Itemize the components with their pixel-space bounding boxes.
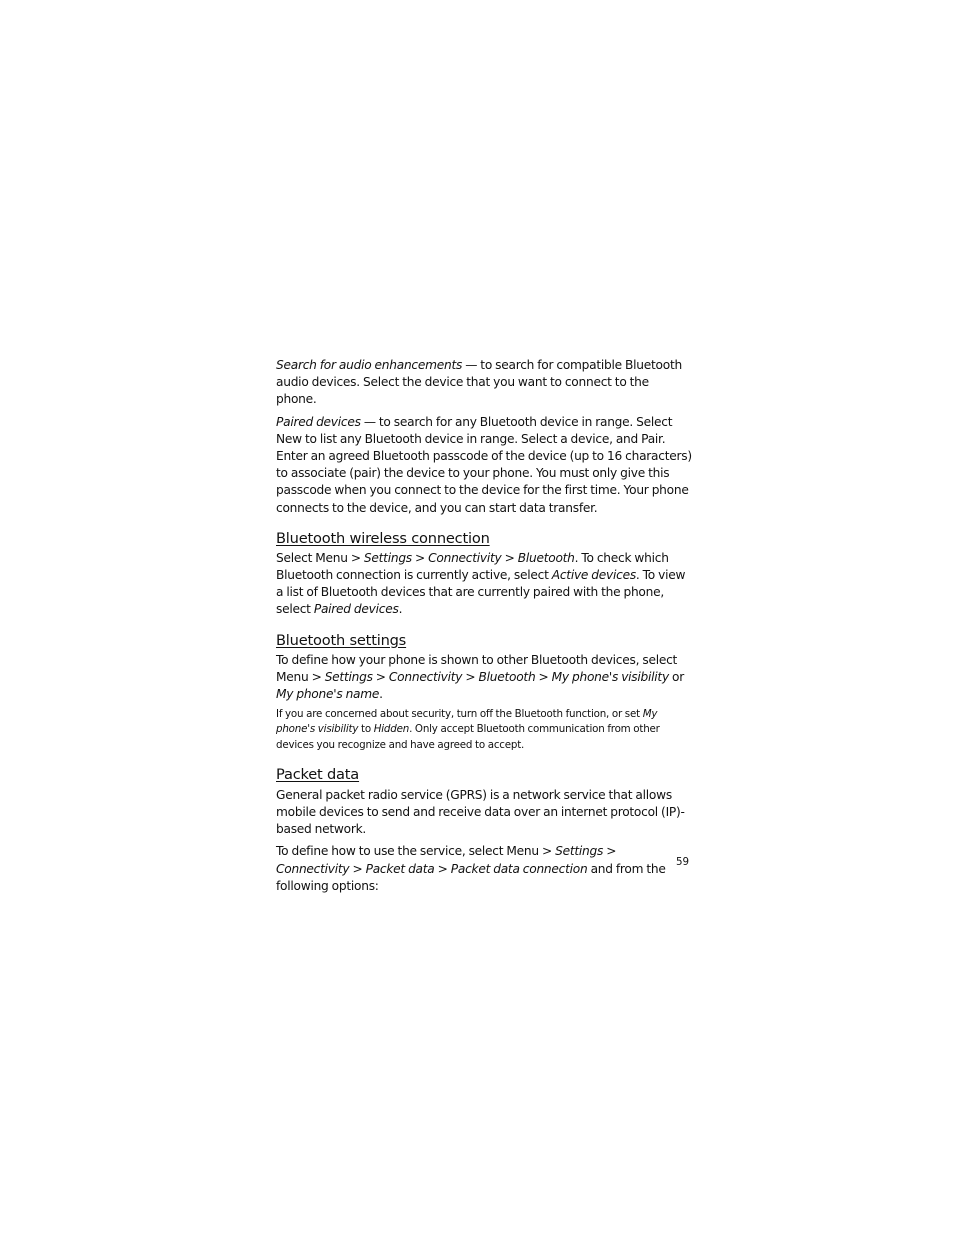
bluetooth-wireless-connection-heading: Bluetooth wireless connection [276,529,490,547]
paired-devices-term: Paired devices [276,414,361,429]
pair-command: Pair [641,431,662,446]
page-number: 59 [676,856,690,868]
or-text: or [668,669,685,684]
packet-text-1: To define how to use the service, select [276,844,507,859]
separator: > [462,669,479,684]
paired-devices-paragraph [276,414,692,517]
packet-data-heading: Packet data [276,765,360,783]
separator: > [411,550,429,565]
packet-data-connection-term: Packet data connection [450,861,588,876]
separator: > [501,550,518,565]
note-to-text: to [358,723,374,736]
wireless-text-2: . To check which Bluetooth connection is currently active, select [276,550,669,583]
page-content [276,357,692,895]
bluetooth-term: Bluetooth [517,550,575,565]
separator: > [538,844,556,859]
note-text-1: If you are concerned about security, turn off the Bluetooth function, or set [276,708,643,721]
menu-term: Menu [315,550,348,565]
gprs-paragraph: General packet radio service (GPRS) is a network service that allows mobile devices to send and receive data over an internet protocol (IP)-based network. [276,787,685,837]
paired-devices-term: Paired devices [313,602,399,617]
separator: > [349,861,366,876]
audio-enhancements-paragraph [276,357,692,409]
active-devices-term: Active devices [551,568,636,583]
packet-data-term: Packet data [365,861,435,876]
packet-text-2: and from the following options: [276,861,666,893]
separator: > [372,669,389,684]
separator: > [603,844,617,859]
packet-data-paragraph [276,843,692,895]
my-phones-name-term: My phone's name [276,687,380,702]
settings-text-1: To define how your phone is shown to other Bluetooth devices, select [276,652,678,667]
bluetooth-wireless-connection-paragraph [276,550,692,619]
note-text-2: . Only accept Bluetooth communication from other devices you recognize and have agreed to accept. [276,723,660,751]
separator: > [434,861,451,876]
connectivity-term: Connectivity [276,861,350,876]
bluetooth-term: Bluetooth [478,669,536,684]
wireless-text-3: . To view a list of Bluetooth devices that are currently paired with the phone, select [276,568,686,617]
paired-devices-text-1: — to search for any Bluetooth device in range. Select [360,414,673,429]
separator: > [308,669,325,684]
my-phones-visibility-term: My phone's visibility [551,669,669,684]
settings-term: Settings [324,669,373,684]
bluetooth-settings-heading: Bluetooth settings [276,631,407,649]
paired-devices-text-3: . Enter an agreed Bluetooth passcode of the device (up to 16 characters) to associate (pair) the device to your phone. You must only give this passcode when you connect to the device for the first time. Your phone connects to the device, and you can start data transfer. [276,431,692,515]
paired-devices-text-2: to list any Bluetooth device in range. Select a device, and [301,431,642,446]
connectivity-term: Connectivity [428,550,502,565]
separator: > [347,550,364,565]
bluetooth-settings-paragraph [276,652,692,704]
security-note [276,707,692,753]
menu-term: Menu [276,669,309,684]
wireless-text-1: Select [276,550,316,565]
settings-text-2: . [379,687,383,702]
wireless-text-4: . [398,602,403,617]
menu-term: Menu [506,844,539,859]
audio-enhancements-term: Search for audio enhancements [276,358,463,372]
separator: > [535,669,552,684]
settings-term: Settings [555,844,604,859]
my-phones-visibility-term: My phone's visibility [276,708,658,736]
settings-term: Settings [363,550,412,565]
audio-enhancements-text: — to search for compatible Bluetooth audio devices. Select the device that you want to connect to the phone. [276,358,682,407]
new-command: New [276,431,302,446]
hidden-term: Hidden [373,723,410,736]
connectivity-term: Connectivity [388,669,463,684]
